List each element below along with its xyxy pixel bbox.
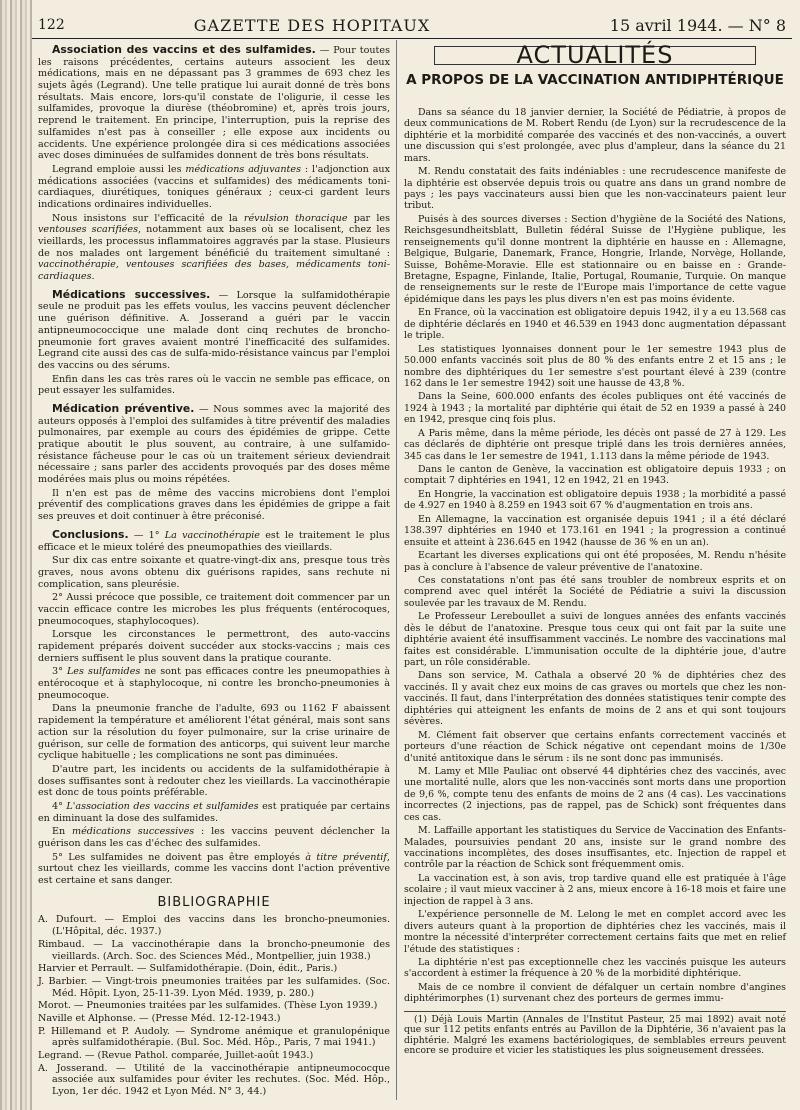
paragraph: M. Lamy et Mlle Pauliac ont observé 44 diphtéries chez des vaccinés, avec une mortalité nulle, alors que les non-vaccinés sont morts dans une proportion de 9,6 %, compte tenu des enfants de moins de 2 ans (4 cas). Les vaccinations incorrectes (2 injections, pas de rappel, pas de Schick) sont fréquentes dans ces cas.: [404, 765, 786, 823]
paragraph-text: : les vaccins peuvent déclencher la guérison dans les cas d'échec des sulfamides.: [38, 826, 391, 849]
bibliography-entry: Naville et Alphonse. — (Presse Méd. 12-12-1943.): [38, 1012, 281, 1024]
paragraph-text: , surtout chez les vieillards, comme les vaccins dont l'action préventive est certaine et sans danger.: [38, 851, 390, 887]
paragraph: En Hongrie, la vaccination est obligatoire depuis 1938 ; la morbidité a passé de 4.927 en 1940 à 8.259 en 1943 soit 67 % d'augmentation en trois ans.: [404, 488, 786, 512]
article-title: A PROPOS DE LA VACCINATION ANTIDIPHTÉRIQUE: [406, 72, 784, 89]
bibliography-title: BIBLIOGRAPHIE: [157, 894, 271, 910]
paragraph: Dans le canton de Genève, la vaccination est obligatoire depuis 1933 ; on comptait 7 diphtéries en 1941, 12 en 1942, 21 en 1943.: [404, 464, 786, 487]
bibliography-entry: Morot. — Pneumonies traitées par les sulfamides. (Thèse Lyon 1939.): [38, 1000, 378, 1012]
bibliography-entry: Rimbaud. — La vaccinothérapie dans la broncho-pneumonie des vieillards. (Arch. Soc. des Sciences Méd., Montpellier, juin 1938.): [38, 938, 390, 962]
paragraph: [38, 529, 390, 553]
paragraph-text: — Nous sommes avec la majorité des auteurs opposés à l'emploi des sulfamides à titre préventif des maladies pulmonaires, par exemple au cours des épidémies de grippe. Cette pratique aboutit le plus souvent, au contraire, à une sulfamido-résistance fâcheuse pour le cas où un traitement sérieux deviendrait nécessaire ; sans parler des accidents provoqués par des doses même modérées mais plus ou moins répétées.: [38, 403, 391, 486]
paragraph: Puisés à des sources diverses : Section d'hygiène de la Société des Nations, Reichsgesundheitsblatt, Bulletin fédéral Suisse de l'Hygiène publique, les renseignements qu'il donne montrent la diphtérie en hausse en : Allemagne, Belgique, Bulgarie, Danemark, France, Hongrie, Irlande, Norvège, Hollande, Suisse, Bohême-Moravie. Elle est stationnaire ou en baisse en : Grande-Bretagne, Espagne, Finlande, Italie, Portugal, Roumanie, Turquie. On manque de renseignements sur le reste de l'Europe mais l'importance de cette vague épidémique dans les pays les plus divers n'en est pas moins évidente.: [404, 213, 786, 305]
italic-text: Les sulfamides: [66, 666, 141, 678]
paragraph: Ecartant les diverses explications qui ont été proposées, M. Rendu n'hésite pas à conclure à l'absence de valeur préventive de l'anatoxine.: [404, 550, 786, 573]
footnote: [404, 1011, 786, 1057]
paragraph-text: Nous insistons sur l'efficacité de la: [52, 212, 244, 224]
left-column: [38, 44, 390, 1099]
section-title: ACTUALITÉS: [434, 46, 756, 65]
paragraph: La vaccination est, à son avis, trop tardive quand elle est pratiquée à l'âge scolaire ; il vaut mieux vacciner à 2 ans, mieux encore à 16-18 mois et faire une injection de rappel à 3 ans.: [404, 872, 786, 907]
paragraph: [38, 44, 390, 162]
paragraph: A Paris même, dans la même période, les décès ont passé de 27 à 129. Les cas déclarés de diphtérie ont presque triplé dans les trois dernières années, 345 cas dans le 1er semestre de 1941, 1.113 dans la même période de 1943.: [404, 427, 786, 462]
italic-text: révulsion thoracique: [243, 212, 348, 224]
paragraph-text: En: [52, 826, 73, 838]
paragraph: [38, 826, 390, 849]
paragraph: [38, 289, 390, 372]
paragraph-text: — Pour toutes les raisons précédentes, certains auteurs associent les deux médications, mais en ne dépassant pas 3 grammes de 693 chez les sujets âgés (Legrand). Une telle pratique lui aurait donné de très bons résultats. Mais encore, lors-qu'il constate de l'oligurie, il cesse les sulfamides, provoque la diurèse (théobromine) et, après trois jours, reprend le traitement. En principe, l'interruption, puis la reprise des sulfamides n'est pas à conseiller ; elle expose aux incidents ou accidents. Une expérience prolongée dira si ces médications associées avec doses diminuées de sulfamides donnent de très bons résultats.: [38, 45, 390, 162]
run-in-heading: Conclusions.: [52, 527, 129, 541]
paragraph-text: est pratiquée par certains en diminuant la dose des sulfamides.: [38, 800, 390, 824]
paragraph: [38, 801, 390, 824]
paragraph: Dans son service, M. Cathala a observé 20 % de diphtéries chez des vaccinés. Il y avait chez eux moins de cas graves ou mortels que chez les non-vaccinés. Il faut, dans l'interprétation des données statistiques tenir compte des diphtéries qui atteignent les enfants de moins de 2 ans et qui sont toujours sévères.: [404, 670, 786, 728]
paragraph: Enfin dans les cas très rares où le vaccin ne semble pas efficace, on peut essayer les sulfamides.: [38, 373, 390, 397]
paragraph: Les statistiques lyonnaises donnent pour le 1er semestre 1943 plus de 50.000 enfants vaccinés soit plus de 80 % des enfants entre 2 et 15 ans ; le nombre des diphtériques du 1er semestre s'est pourtant élevé à 239 (contre 162 dans le 1er semestre 1942) soit une hausse de 43,8 %.: [404, 343, 786, 389]
page-binding-edge: [0, 0, 32, 1110]
paragraph: [38, 852, 390, 887]
paragraph: Lorsque les circonstances le permettront, des auto-vaccins rapidement préparés doivent succéder aux stocks-vaccins ; mais ces derniers suffisent le plus souvent dans la pratique courante.: [38, 629, 390, 664]
footnote-text: (1) Déjà Louis Martin (Annales de l'Institut Pasteur, 25 mai 1892) avait noté que sur 112 petits enfants entrés au Pavillon de la Diphtérie, 36 n'avaient pas la diphtérie. Malgré les examens bactériologiques, de semblables erreurs peuvent encore se produire et vicier les statistiques les plus soigneusement dressées.: [404, 1013, 786, 1057]
paragraph: M. Clément fait observer que certains enfants correctement vaccinés et porteurs d'une réaction de Schick négative ont cependant moins de 1/30e d'unité antitoxique dans le sérum : ils ne sont donc pas immunisés.: [404, 729, 786, 764]
paragraph: Dans la Seine, 600.000 enfants des écoles publiques ont été vaccinés de 1924 à 1943 ; la mortalité par diphtérie qui était de 52 en 1939 a passé à 240 en 1942, presque cinq fois plus.: [404, 391, 786, 426]
paragraph-text: — 1°: [128, 529, 165, 541]
paragraph: [38, 666, 390, 701]
italic-text: La vaccinothérapie: [164, 529, 260, 541]
paragraph: [38, 213, 390, 283]
italic-text: à titre préventif: [305, 851, 387, 863]
article-body: [404, 107, 786, 1005]
paragraph-text: par les: [347, 212, 390, 224]
paragraph: [38, 164, 390, 211]
paragraph: Dans la pneumonie franche de l'adulte, 693 ou 1162 F abaissent rapidement la température et améliorent l'état général, mais sont sans action sur la résolution du foyer pulmonaire, sur la crise urinaire de guérison, sur celle de formation des anticorps, qui suivent leur marche cyclique habituelle ; les complications ne sont pas diminuées.: [38, 703, 390, 762]
run-in-heading: Médication préventive.: [52, 401, 195, 415]
paragraph: D'autre part, les incidents ou accidents de la sulfamidothérapie à doses suffisantes sont à redouter chez les vieillards. La vaccinothérapie est donc de tous points préférable.: [38, 763, 390, 799]
bibliography-entry: Harvier et Perrault. — Sulfamidothérapie. (Doin, édit., Paris.): [38, 963, 338, 975]
page-header: [32, 14, 792, 39]
page-number: 122: [38, 17, 65, 33]
paragraph-text: 4°: [52, 800, 67, 812]
italic-text: vaccinothérapie, ventouses scarifiées des bases, médicaments toni-cardiaques.: [38, 259, 390, 283]
bibliography-list: [38, 914, 390, 1097]
column-rule: [396, 40, 397, 1100]
paragraph: Ces constatations n'ont pas été sans troubler de nombreux esprits et on comprend avec quel intérêt la Société de Pédiatrie a suivi la discussion soulevée par les travaux de M. Rendu.: [404, 574, 786, 609]
italic-text: L'association des vaccins et sulfamides: [66, 800, 259, 812]
paragraph-text: 5° Les sulfamides ne doivent pas être employés: [52, 851, 306, 863]
paragraph-text: , notamment aux bases où se localisent, chez les vieillards, les processus inflammatoires aggravés par la stase. Plusieurs de nos malades ont largement bénéficié du traitement simultané :: [38, 224, 390, 259]
right-column: [404, 41, 786, 1059]
paragraph: Mais de ce nombre il convient de défalquer un certain nombre d'angines diphtérimorphes (1) survenant chez des porteurs de germes immu-: [404, 981, 786, 1005]
paragraph: En France, où la vaccination est obligatoire depuis 1942, il y a eu 13.568 cas de diphtérie déclarés en 1940 et 46.539 en 1943 donc augmentation dépassant le triple.: [404, 307, 786, 342]
paragraph: Il n'en est pas de même des vaccins microbiens dont l'emploi préventif des complications graves dans les épidémies de grippe a fait ses preuves et doit continuer à être préconisé.: [38, 487, 390, 523]
paragraph: M. Laffaille apportant les statistiques du Service de Vaccination des Enfants-Malades, poursuivies pendant 20 ans, insiste sur le grand nombre des vaccinations incomplètes, des doses insuffisantes, etc. Injection de rappel et contrôle par la réaction de Schick sont fréquemment omis.: [404, 825, 786, 871]
journal-title: GAZETTE DES HOPITAUX: [193, 16, 431, 35]
paragraph: L'expérience personnelle de M. Lelong le met en complet accord avec les divers auteurs quant à la proportion de diphtéries chez les vaccinés, mais il montre la nécessité d'interpréter correctement certains faits que met en relief l'étude des statistiques :: [404, 909, 786, 955]
paragraph: La diphtérie n'est pas exceptionnelle chez les vaccinés puisque les auteurs s'accordent à estimer la fréquence à 20 % de la morbidité diphtérique.: [404, 956, 786, 980]
paragraph-text: — Lorsque la sulfamidothérapie seule ne produit pas les effets voulus, les vaccins peuvent déclencher une guérison définitive. A. Josserand a guéri par le vaccin antipneumococcique une malade dont cinq rechutes de broncho-pneumonie fort graves avaient montré l'inefficacité des sulfamides. Legrand cite aussi des cas de sulfa-mido-résistance vaincus par l'emploi des vaccins ou des sérums.: [38, 289, 390, 371]
paragraph-text: est le traitement le plus efficace et le mieux toléré des pneumopathies des vieillards.: [38, 529, 390, 553]
bibliography-entry: A. Josserand. — Utilité de la vaccinothérapie antipneumococque associée aux sulfamides pour éviter les rechutes. (Soc. Méd. Hôp., Lyon, 1er déc. 1942 et Lyon Méd. N° 3, 44.): [38, 1062, 390, 1098]
bibliography-entry: Legrand. — (Revue Pathol. comparée, Juillet-août 1943.): [38, 1050, 314, 1061]
paragraph-text: : l'adjonction aux médications associées (vaccins et sulfamides) des médicaments toni-cardiaques, diurétiques, toniques généraux ; ceux-ci gardent leurs indications ordinaires individuelles.: [38, 163, 390, 210]
bibliography-entry: A. Dufourt. — Emploi des vaccins dans les broncho-pneumonies. (L'Hôpital, déc. 1937.): [38, 914, 390, 938]
paragraph: M. Rendu constatait des faits indéniables : une recrudescence manifeste de la diphtérie est observée depuis trois ou quatre ans dans un grand nombre de pays ; les pays vaccinateurs aussi bien que les non-vaccinateurs paient leur tribut.: [404, 166, 786, 212]
paragraph-text: 3°: [52, 666, 67, 678]
paragraph: 2° Aussi précoce que possible, ce traitement doit commencer par un vaccin efficace contre les microbes les plus fréquents (entérocoques, pneumocoques, staphylocoques).: [38, 592, 390, 627]
paragraph-text: Legrand emploie aussi les: [52, 163, 186, 175]
italic-text: médications successives: [72, 826, 195, 838]
run-in-heading: Médications successives.: [52, 287, 211, 301]
italic-text: médications adjuvantes: [185, 163, 301, 175]
issue-date: 15 avril 1944. — N° 8: [609, 16, 786, 35]
italic-text: ventouses scarifiées: [38, 224, 139, 236]
bibliography-entry: P. Hillemand et P. Audoly. — Syndrome anémique et granulopénique après sulfamidothérapie. (Bul. Soc. Méd. Hôp., Paris, 7 mai 1941.): [38, 1025, 390, 1049]
paragraph: Dans sa séance du 18 janvier dernier, la Société de Pédiatrie, à propos de deux communications de M. Robert Rendu (de Lyon) sur la recrudescence de la diphtérie et la morbidité comparée des vaccinés et des non-vaccinés, a ouvert une discussion qui s'est prolongée, avec plus d'ampleur, dans la séance du 21 mars.: [404, 106, 786, 164]
paragraph: En Allemagne, la vaccination est organisée depuis 1941 ; il a été déclaré 138.397 diphtéries en 1940 et 173.161 en 1941 ; la progression a continué ensuite et atteint à 236.645 en 1942 (hausse de 36 % en un an).: [404, 513, 786, 548]
bibliography-entry: J. Barbier. — Vingt-trois pneumonies traitées par les sulfamides. (Soc. Méd. Hôpit. Lyon, 25-11-39. Lyon Méd. 1939, p. 280.): [38, 975, 390, 999]
paragraph: [38, 403, 390, 486]
run-in-heading: Association des vaccins et des sulfamides.: [52, 43, 316, 56]
paragraph: Le Professeur Lereboullet a suivi de longues années des enfants vaccinés dès le début de l'anatoxine. Presque tous ceux qui ont fait par la suite une diphtérie avaient été insuffisamment vaccinés. Le nombre des vaccinations mal faites est considérable. L'immunisation occulte de la diphtérie joue, d'autre part, un rôle considérable.: [404, 611, 786, 668]
paragraph: Sur dix cas entre soixante et quatre-vingt-dix ans, presque tous très graves, nous avons obtenu dix guérisons rapides, sans rechute ni complication, sans pleurésie.: [38, 555, 390, 590]
paragraph-text: ne sont pas efficaces contre les pneumopathies à entérocoque et à staphylocoque, ni contre les broncho-pneumonies à pneumocoque.: [38, 666, 390, 701]
